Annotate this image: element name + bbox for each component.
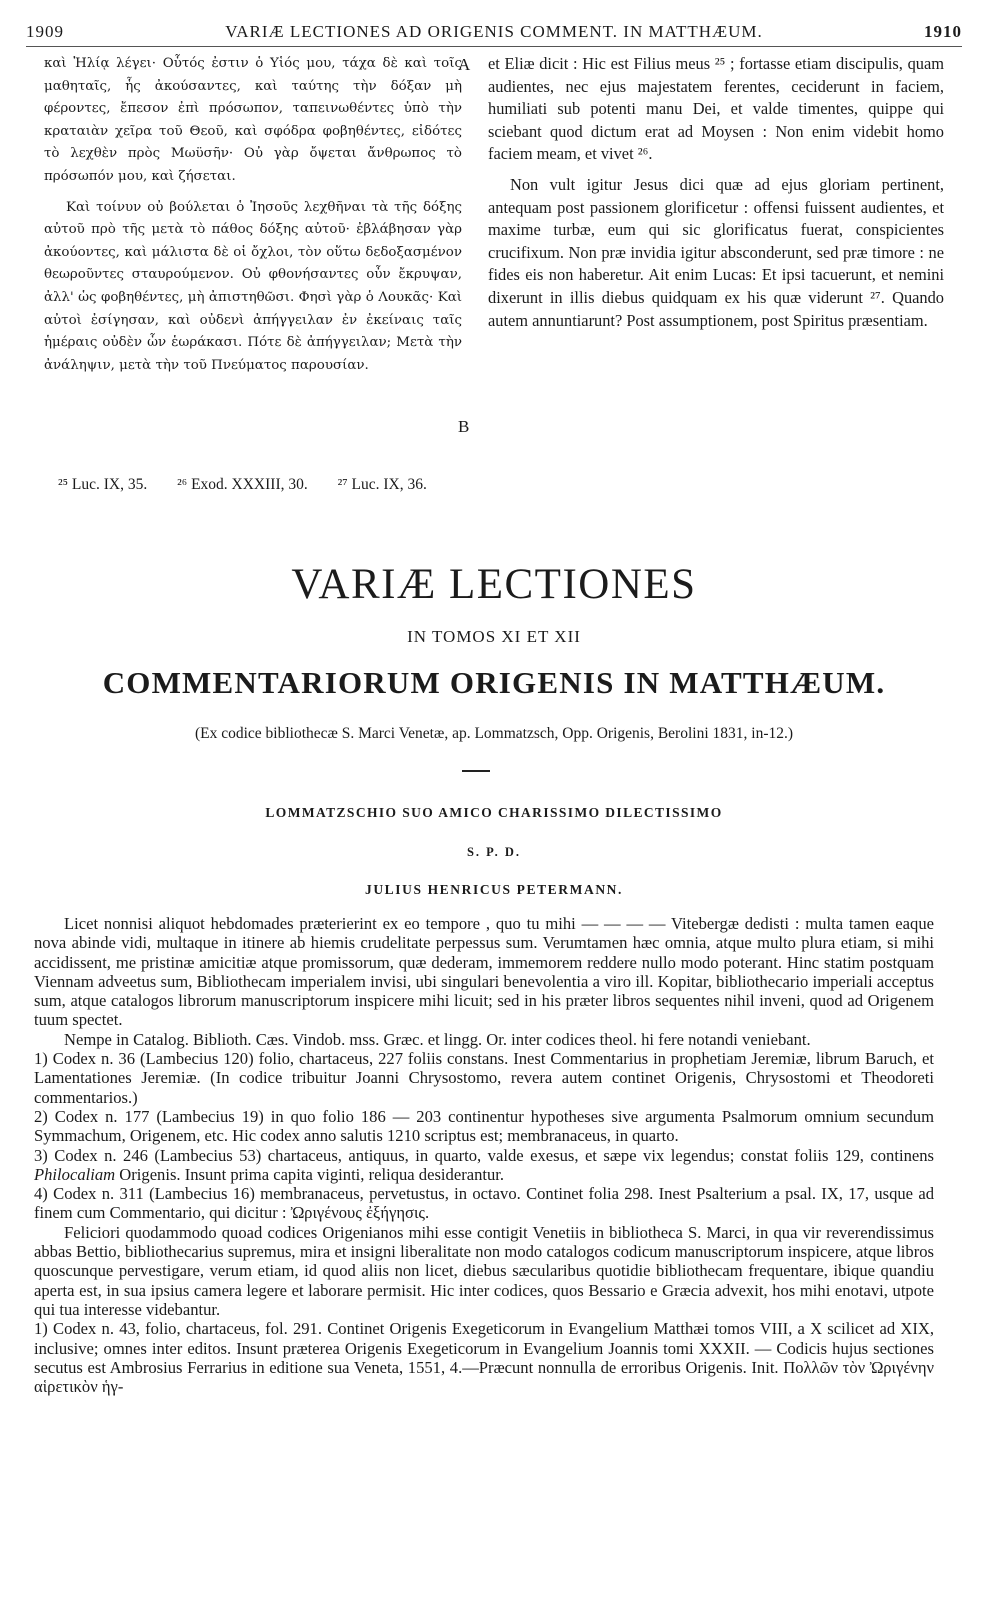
codex-item-4: 4) Codex n. 311 (Lambecius 16) membranaceus, pervetustus, in octavo. Continet folia 298. Inest Psalterium a psal. IX, 17, usque ad finem cum Commentario, qui dicitur : Ὠριγένους ἐξήγησις.: [34, 1184, 934, 1223]
codex-item-5: 1) Codex n. 43, folio, chartaceus, fol. 291. Continet Origenis Exegeticorum in Evangelium Matthæi tomos VIII, a X scilicet ad XIX, inclusive; omnes inter editos. Insunt præterea Origenis Exegeticorum in Evangelium Joannis tomi XXXII. — Codicis hujus sectiones secutus est Ambrosius Ferrarius in editione sua Veneta, 1551, 4.—Præcunt nonnulla de erroribus Origenis. Init. Πολλῶν τὸν Ὠριγένην αἱρετικὸν ἡγ-: [34, 1319, 934, 1397]
latin-column: [488, 53, 944, 332]
footnote-25: ²⁵ Luc. IX, 35.: [58, 476, 148, 493]
page-number-left: 1909: [26, 22, 64, 41]
section-title-2: COMMENTARIORUM ORIGENIS IN MATTHÆUM.: [102, 665, 886, 700]
greek-paragraph-1: καὶ Ἠλίᾳ λέγει· Οὗτός ἐστιν ὁ Υἱός μου, τάχα δὲ καὶ τοῖς μαθηταῖς, ἧς ἀκούσαντες, καὶ ταύτης τὴν δόξαν μὴ φέροντες, ἔπεσον ἐπὶ πρόσωπον, ταπεινωθέντες ὑπὸ τὴν κραταιὰν χεῖρα τοῦ Θεοῦ, καὶ σφόδρα φοβηθέντες, εἰδότες τὸ λεχθὲν πρὸς Μωϋσῆν· Οὐ γὰρ ὄψεται ἄνθρωπος τὸ πρόσωπόν μου, καὶ ζήσεται.: [44, 56, 462, 184]
footnote-27: ²⁷ Luc. IX, 36.: [337, 476, 427, 493]
latin-paragraph-1: et Eliæ dicit : Hic est Filius meus ²⁵ ; fortasse etiam discipulis, quam audientes, nec ejus majestatem ferentes, ceciderunt in faciem, humiliati sub potenti manu Dei, et valde timentes, quippe qui sciebant quod dictum erat ad Moysen : Non enim videbit homo faciem meam, et vivet ²⁶.: [488, 54, 944, 164]
parallel-columns: [44, 53, 944, 473]
running-head: [26, 22, 962, 44]
greek-column: [44, 53, 462, 377]
page-number-right: 1910: [924, 22, 962, 41]
codex-item-1: 1) Codex n. 36 (Lambecius 120) folio, chartaceus, 227 foliis constans. Inest Commentarius in prophetiam Jeremiæ, librum Baruch, et Lamentationes Jeremiæ. (In codice tribuitur Joanni Chrysostomo, revera autem continet Origenis, Chrysostomi et Theodoreti commentarios.): [34, 1049, 934, 1107]
footnotes: [58, 476, 453, 494]
body-paragraph-3: Feliciori quodammodo quoad codices Origenianos mihi esse contigit Venetiis in bibliotheca S. Marci, in qua vir reverendissimus abbas Bettio, bibliothecarius supremus, mira et insigni liberalitate non modo catalogos codicum manuscriptorum inspicere, atque libros quoscunque pervestigare, verum etiam, id quod aliis non licet, diebus sæcularibus quotidie bibliothecam frequentare, ibique quandiu aperta est, in sua ipsius camera legere et laborare permisit. Hic inter codices, quos Bessario e Græcia advexit, hos mihi enotavi, utpote qui tua interesse videbantur.: [34, 1222, 934, 1319]
running-title: VARIÆ LECTIONES AD ORIGENIS COMMENT. IN MATTHÆUM.: [225, 22, 763, 41]
letter-author: JULIUS HENRICUS PETERMANN.: [364, 882, 623, 897]
section-subtitle: IN TOMOS XI ET XII: [407, 627, 581, 646]
codex-item-3-title: Philocaliam: [34, 1164, 116, 1184]
latin-paragraph-2: Non vult igitur Jesus dici quæ ad ejus gloriam pertinent, antequam post passionem glorificetur : offensi fuissent audientes, et maxime turbæ, eum qui sic glorificatus fuerat, conspicientes crucifixum. Non præ invidia igitur absconderunt, sed præ timore : ne fides eis non haberetur. Ait enim Lucas: Et ipsi tacuerunt, et nemini dixerunt in illis diebus quidquam ex his quæ viderunt ²⁷. Quando autem annuntiarunt? Post assumptionem, post Spiritus præsentiam.: [488, 174, 944, 330]
dedication: LOMMATZSCHIO SUO AMICO CHARISSIMO DILECTISSIMO: [265, 805, 723, 820]
body-paragraph-1: Licet nonnisi aliquot hebdomades præterierint ex eo tempore , quo tu mihi — — — — Vitebergæ dedisti : multa tamen eaque nova abinde vidi, multaque in itinere ab hiemis crudelitate perpessus sum. Verumtamen hæc omnia, atque multo plura etiam, si mihi accidissent, me pristinæ amicitiæ atque promissorum, quæ dederam, immemorem reddere nullo modo poterant. Hinc statim postquam Viennam adveetus sum, Bibliothecam imperialem invisi, ubi singulari benevolentia a viro ill. Kopitar, bibliothecario imperiali acceptus sum, atque catalogos librorum manuscriptorum inspicere mihi licuit; sed in his præter libros sequentes nihil inveni, quod ad Origenem tuum spectet.: [34, 914, 934, 1030]
letter-body: [34, 914, 934, 1396]
body-paragraph-2: Nempe in Catalog. Biblioth. Cæs. Vindob. mss. Græc. et lingg. Or. inter codices theol. hi fere notandi veniebant.: [64, 1029, 811, 1049]
header-rule: [26, 46, 962, 47]
title-dash: [462, 770, 490, 772]
salutation: S. P. D.: [466, 845, 522, 859]
codex-item-3-text-c: Origenis. Insunt prima capita viginti, reliqua desiderantur.: [115, 1164, 505, 1184]
column-marker-a: A: [458, 55, 471, 74]
codex-item-3: [34, 1146, 934, 1185]
codex-item-3-text-a: 3) Codex n. 246 (Lambecius 53) chartaceus, antiquus, in quarto, valde exesus, et sæpe vix legendus; constat foliis 129, continens: [34, 1145, 934, 1165]
footnote-26: ²⁶ Exod. XXXIII, 30.: [177, 476, 308, 493]
column-marker-b: B: [458, 417, 470, 436]
codex-item-2: 2) Codex n. 177 (Lambecius 19) in quo folio 186 — 203 continentur hypotheses sive argumenta Psalmorum omnium secundum Symmachum, Origenem, etc. Hic codex anno salutis 1210 scriptus est; membranaceus, in quarto.: [34, 1106, 934, 1146]
source-note: (Ex codice bibliothecæ S. Marci Venetæ, ap. Lommatzsch, Opp. Origenis, Berolini 1831, in-12.): [194, 725, 794, 742]
section-title: VARIÆ LECTIONES: [291, 561, 697, 608]
greek-paragraph-2: Καὶ τοίνυν οὐ βούλεται ὁ Ἰησοῦς λεχθῆναι τὰ τῆς δόξης αὐτοῦ πρὸ τῆς μετὰ τὸ πάθος δόξης αὐτοῦ· ἐβλάβησαν γὰρ ἀκούοντες, καὶ μάλιστα δὲ οἱ ὄχλοι, τὸν οὕτω δεδοξασμένον θεωροῦντες σταυρούμενον. Οὐ φθονήσαντες οὖν ἔκρυψαν, ἀλλ' ὡς φοβηθέντες, μὴ ἀπιστηθῶσι. Φησὶ γὰρ ὁ Λουκᾶς· Καὶ αὐτοὶ ἐσίγησαν, καὶ οὐδενὶ ἀπήγγειλαν ἐν ἐκείναις ταῖς ἡμέραις οὐδὲν ὧν ἑωράκασι. Πότε δὲ ἀπήγγειλαν; Μετὰ τὴν ἀνάληψιν, μετὰ τὴν τοῦ Πνεύματος παρουσίαν.: [44, 199, 462, 373]
